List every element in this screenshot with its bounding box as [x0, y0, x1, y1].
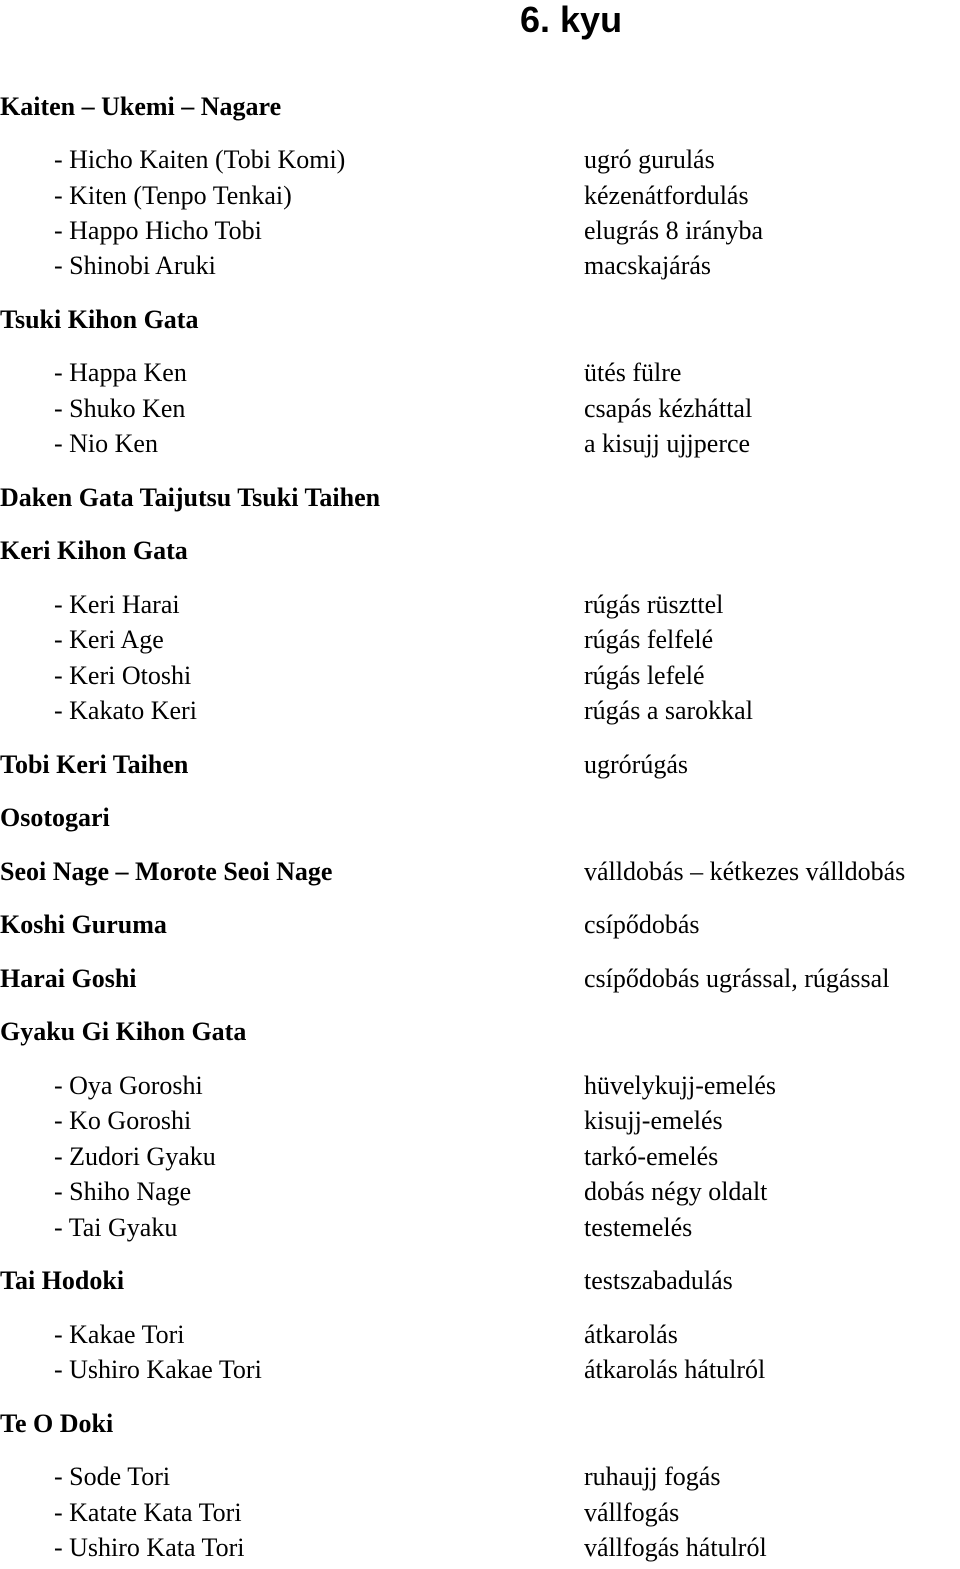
section-heading-row	[0, 303, 960, 337]
technique-name: - Nio Ken	[54, 429, 158, 458]
technique-translation: csípődobás ugrással, rúgással	[584, 964, 890, 993]
section-heading-row	[0, 801, 960, 835]
section-heading: Harai Goshi	[0, 964, 137, 993]
technique-name: - Sode Tori	[54, 1462, 171, 1491]
technique-name: - Tai Gyaku	[54, 1213, 178, 1242]
technique-translation: átkarolás hátulról	[584, 1355, 766, 1384]
technique-row	[0, 1069, 960, 1103]
technique-row	[0, 392, 960, 426]
section-heading: Gyaku Gi Kihon Gata	[0, 1017, 247, 1046]
technique-translation: csapás kézháttal	[584, 394, 753, 423]
section-heading-row	[0, 1407, 960, 1441]
technique-translation: kisujj-emelés	[584, 1106, 723, 1135]
technique-name: - Katate Kata Tori	[54, 1498, 242, 1527]
technique-name: - Keri Age	[54, 625, 164, 654]
section-heading-row	[0, 748, 960, 782]
technique-translation: átkarolás	[584, 1320, 678, 1349]
technique-name: - Ko Goroshi	[54, 1106, 192, 1135]
technique-name: - Happa Ken	[54, 358, 187, 387]
section-heading-row	[0, 908, 960, 942]
technique-name: - Kakae Tori	[54, 1320, 185, 1349]
technique-translation: testemelés	[584, 1213, 693, 1242]
technique-row	[0, 588, 960, 622]
technique-name: - Keri Otoshi	[54, 661, 192, 690]
section-heading: Te O Doki	[0, 1409, 114, 1438]
technique-translation: tarkó-emelés	[584, 1142, 719, 1171]
technique-translation: dobás négy oldalt	[584, 1177, 768, 1206]
section-heading: Keri Kihon Gata	[0, 536, 188, 565]
technique-translation: elugrás 8 irányba	[584, 216, 764, 245]
section-heading: Tobi Keri Taihen	[0, 750, 189, 779]
technique-translation: a kisujj ujjperce	[584, 429, 751, 458]
technique-row	[0, 356, 960, 390]
technique-row	[0, 1175, 960, 1209]
technique-translation: rúgás lefelé	[584, 661, 705, 690]
technique-row	[0, 623, 960, 657]
technique-translation: ugró gurulás	[584, 145, 715, 174]
technique-row	[0, 1496, 960, 1530]
section-heading-row	[0, 481, 960, 515]
technique-translation: testszabadulás	[584, 1266, 733, 1295]
technique-name: - Kiten (Tenpo Tenkai)	[54, 181, 292, 210]
technique-row	[0, 694, 960, 728]
section-heading-row	[0, 90, 960, 124]
technique-translation: vállfogás	[584, 1498, 680, 1527]
section-heading: Osotogari	[0, 803, 110, 832]
technique-row	[0, 1353, 960, 1387]
technique-translation: válldobás – kétkezes válldobás	[584, 857, 906, 886]
technique-row	[0, 1531, 960, 1565]
technique-translation: ugrórúgás	[584, 750, 688, 779]
technique-translation: ruhaujj fogás	[584, 1462, 721, 1491]
technique-row	[0, 1460, 960, 1494]
section-heading-row	[0, 855, 960, 889]
technique-name: - Ushiro Kakae Tori	[54, 1355, 262, 1384]
technique-row	[0, 249, 960, 283]
technique-row	[0, 1211, 960, 1245]
technique-translation: vállfogás hátulról	[584, 1533, 767, 1562]
technique-translation: rúgás felfelé	[584, 625, 714, 654]
technique-name: - Ushiro Kata Tori	[54, 1533, 245, 1562]
section-heading: Koshi Guruma	[0, 910, 167, 939]
section-heading-row	[0, 1015, 960, 1049]
technique-row	[0, 214, 960, 248]
technique-row	[0, 1140, 960, 1174]
section-heading: Tsuki Kihon Gata	[0, 305, 199, 334]
technique-name: - Kakato Keri	[54, 696, 197, 725]
technique-name: - Shinobi Aruki	[54, 251, 216, 280]
technique-row	[0, 427, 960, 461]
technique-name: - Happo Hicho Tobi	[54, 216, 262, 245]
section-heading-row	[0, 962, 960, 996]
page-title: 6. kyu	[520, 0, 623, 40]
technique-name: - Shiho Nage	[54, 1177, 192, 1206]
technique-row	[0, 143, 960, 177]
technique-row	[0, 1104, 960, 1138]
technique-translation: kézenátfordulás	[584, 181, 749, 210]
technique-translation: macskajárás	[584, 251, 712, 280]
technique-translation: hüvelykujj-emelés	[584, 1071, 777, 1100]
technique-translation: ütés fülre	[584, 358, 682, 387]
section-heading-row	[0, 534, 960, 568]
section-heading: Seoi Nage – Morote Seoi Nage	[0, 857, 333, 886]
technique-name: - Hicho Kaiten (Tobi Komi)	[54, 145, 346, 174]
section-heading: Kaiten – Ukemi – Nagare	[0, 92, 282, 121]
technique-row	[0, 659, 960, 693]
section-heading: Tai Hodoki	[0, 1266, 125, 1295]
technique-translation: csípődobás	[584, 910, 700, 939]
technique-name: - Shuko Ken	[54, 394, 186, 423]
section-heading: Daken Gata Taijutsu Tsuki Taihen	[0, 483, 381, 512]
technique-name: - Zudori Gyaku	[54, 1142, 216, 1171]
technique-row	[0, 1318, 960, 1352]
technique-translation: rúgás a sarokkal	[584, 696, 753, 725]
technique-row	[0, 179, 960, 213]
section-heading-row	[0, 1264, 960, 1298]
technique-name: - Keri Harai	[54, 590, 180, 619]
technique-translation: rúgás rüszttel	[584, 590, 724, 619]
technique-name: - Oya Goroshi	[54, 1071, 203, 1100]
